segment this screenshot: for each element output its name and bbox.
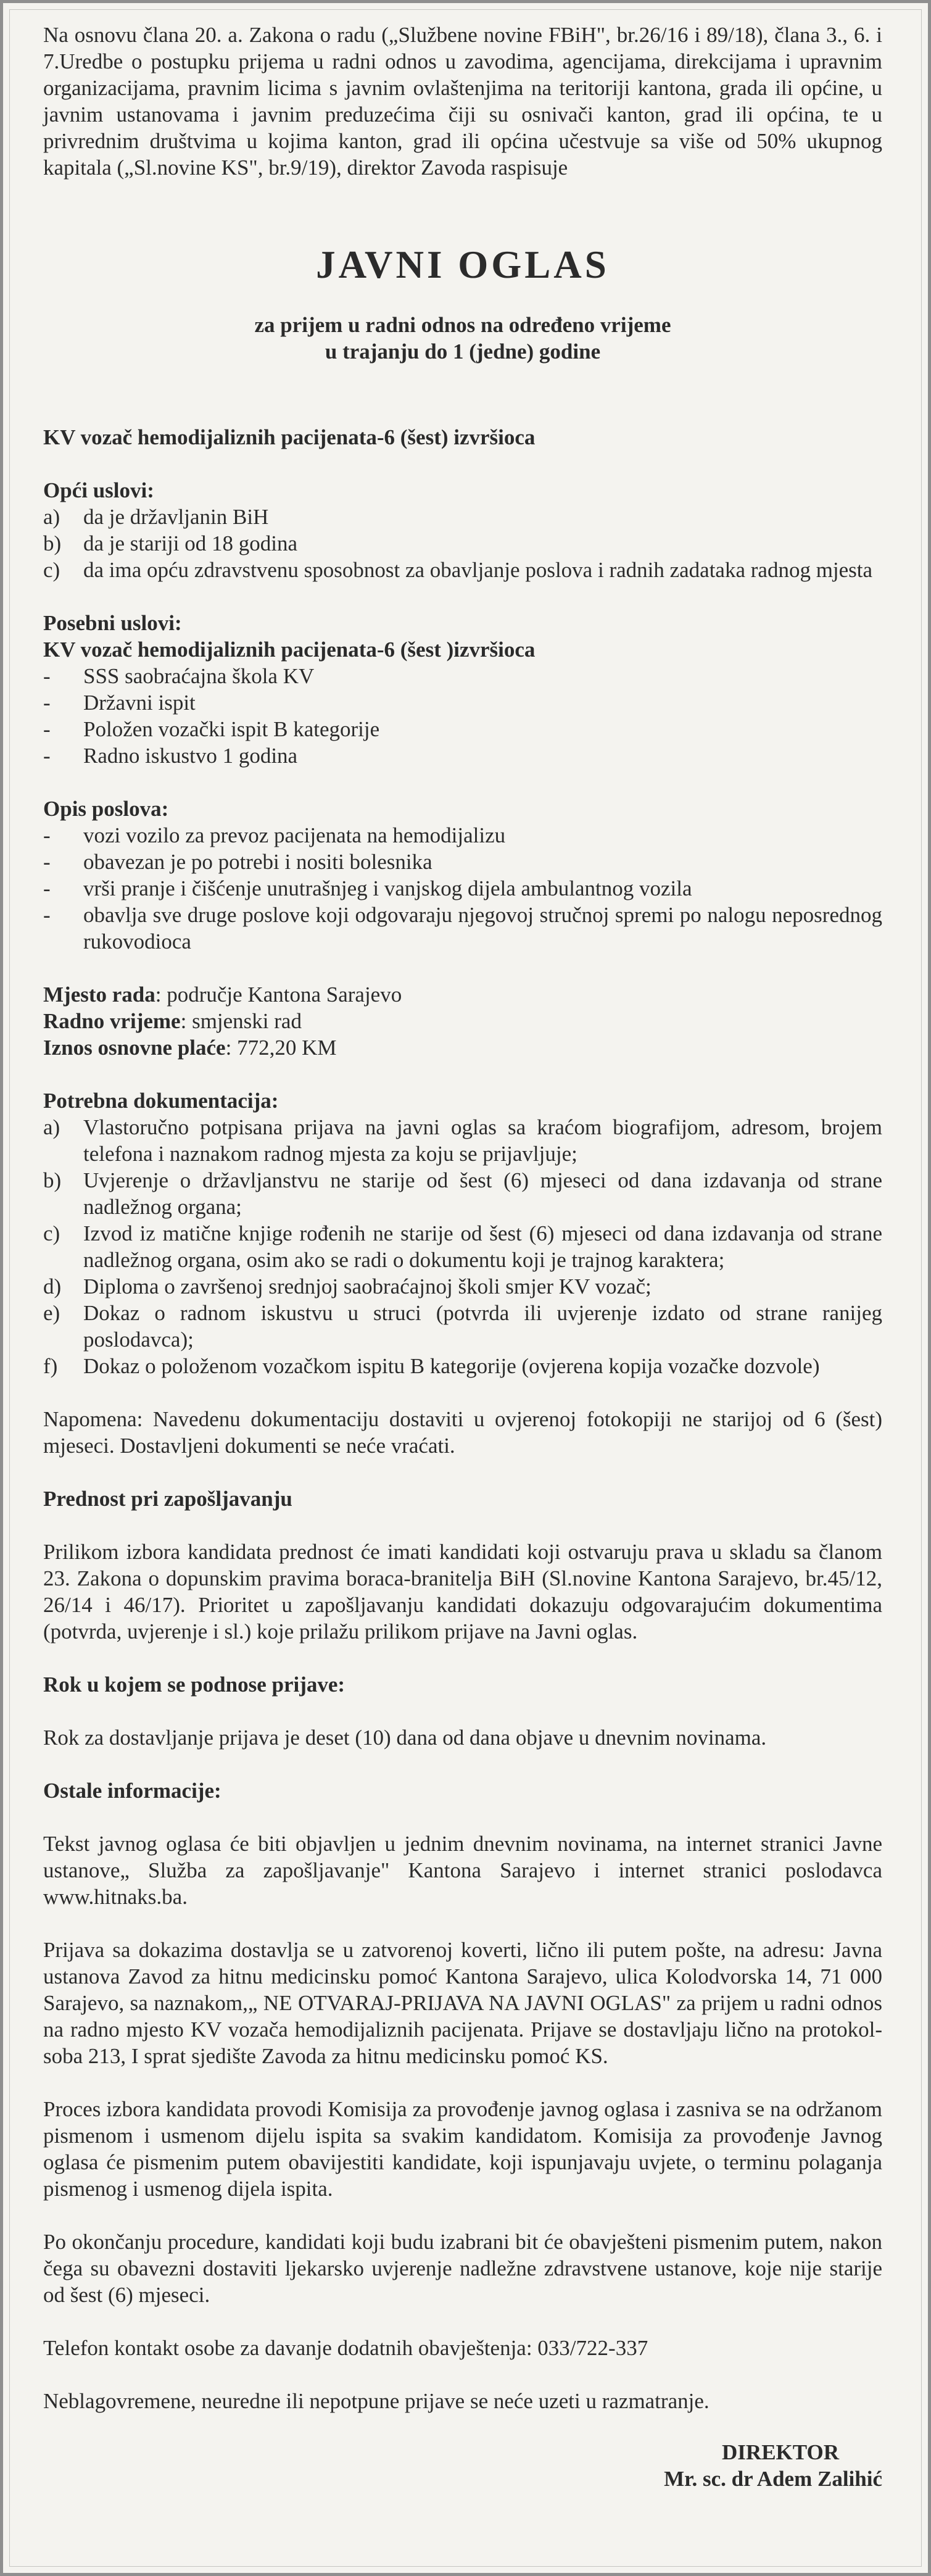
signature-role: DIREKTOR [722,2440,839,2464]
list-item: - SSS saobraćajna škola KV [43,664,315,688]
list-item: a) Vlastoručno potpisana prijava na javni oglas sa kraćom biografijom, adresom, brojem telefona i naznakom radnog mjesta za koju se prijavljuje; [43,1115,882,1166]
procedure-paragraph: Po okončanju procedure, kandidati koji budu izabrani bit će obavješteni pismenim putem, nakon čega su obavezni dostaviti ljekarsko uvjerenje nadležne zdravstvene ustanove, koje nije starije od šest (6) mjeseci. [43,2230,882,2307]
list-item: f) Dokaz o položenom vozačkom ispitu B kategorije (ovjerena kopija vozačke dozvole) [43,1354,820,1378]
list-item: c) Izvod iz matične knjige rođenih ne starije od šest (6) mjeseci od dana izdavanja od strane nadležnog organa, osim ako se radi o dokumentu koji je trajnog karaktera; [43,1221,882,1272]
submission-paragraph: Prijava sa dokazima dostavlja se u zatvorenoj koverti, lično ili putem pošte, na adresu: Javna ustanova Zavod za hitnu medicinsku pomoć Kantona Sarajevo, ulica Kolodvorska 14, 71 000 Sarajevo, sa naznakom,„ NE OTVARAJ-PRIJAVA NA JAVNI OGLAS" za prijem u radni odnos na radno mjesto KV vozača hemodijaliznih pacijenata. Prijave se dostavljaju lično na protokol-soba 213, I sprat sjedište Zavoda za hitnu medicinsku pomoć KS. [43,1938,882,2068]
subtitle-line-1: za prijem u radni odnos na određeno vrijeme [254,313,671,337]
subtitle-line-2: u trajanju do 1 (jedne) godine [325,339,601,364]
priority-heading: Prednost pri zapošljavanju [43,1487,292,1511]
signature-name: Mr. sc. dr Adem Zalihić [664,2467,882,2491]
general-conditions-list [43,504,882,583]
note-paragraph: Napomena: Navedenu dokumentaciju dostaviti u ovjerenoj fotokopiji ne starijoj od 6 (šest) mjeseci. Dostavljeni dokumenti se neće vraćati. [43,1407,882,1458]
priority-paragraph: Prilikom izbora kandidata prednost će imati kandidati koji ostvaruju prava u skladu sa članom 23. Zakona o dopunskim pravima boraca-branitelja BiH (Sl.novine Kantona Sarajevo, br.45/12, 26/14 i 46/17). Prioritet u zapošljavanju kandidati dokazuju odgovarajućim dokumentima (potvrda, uvjerenje i sl.) koje prilažu prilikom prijave na Javni oglas. [43,1540,882,1643]
announcement-subtitle [43,312,882,365]
workplace-line: Mjesto rada: područje Kantona Sarajevo [43,983,402,1007]
special-conditions-list [43,663,882,769]
special-conditions-subheading: KV vozač hemodijaliznih pacijenata-6 (šest )izvršioca [43,638,536,662]
list-item: - vrši pranje i čišćenje unutrašnjeg i vanjskog dijela ambulantnog vozila [43,876,692,900]
intro-paragraph: Na osnovu člana 20. a. Zakona o radu („Službene novine FBiH", br.26/16 i 89/18), člana 3., 6. i 7.Uredbe o postupku prijema u radni odnos u zavodima, agencijama, direkcijama i upravnim organizacijama, pravnim licima s javnim ovlaštenjima na teritoriji kantona, grada ili općine, u javnim ustanovama i javnim preduzećima čiji su osnivači kanton, grad ili općina, te u privrednim društvima u kojima kanton, grad ili općina učestvuje sa više od 50% ukupnog kapitala („Sl.novine KS", br.9/19), direktor Zavoda raspisuje [43,23,882,180]
duties-heading: Opis poslova: [43,797,169,821]
publication-paragraph: Tekst javnog oglasa će biti objavljen u jednim dnevnim novinama, na internet stranici Javne ustanove„ Služba za zapošljavanje" Kantona Sarajevo i internet stranici poslodavca www.hitnaks.ba. [43,1832,882,1909]
list-item: c) da ima opću zdravstvenu sposobnost za obavljanje poslova i radnih zadataka radnog mjesta [43,558,873,582]
salary-line: Iznos osnovne plaće: 772,20 KM [43,1036,337,1060]
list-item: e) Dokaz o radnom iskustvu u struci (potvrda ili uvjerenje izdato od strane ranijeg poslodavca); [43,1301,882,1352]
signature-block [43,2439,882,2492]
other-info-heading: Ostale informacije: [43,1779,221,1803]
worktime-line: Radno vrijeme: smjenski rad [43,1009,302,1033]
documents-heading: Potrebna dokumentacija: [43,1089,279,1113]
documents-list [43,1114,882,1379]
list-item: - Državni ispit [43,691,196,715]
deadline-paragraph: Rok za dostavljanje prijava je deset (10) dana od dana objave u dnevnim novinama. [43,1726,767,1750]
duties-list [43,822,882,955]
deadline-heading: Rok u kojem se podnose prijave: [43,1672,346,1697]
list-item: - Radno iskustvo 1 godina [43,744,298,768]
announcement-title: JAVNI OGLAS [316,243,610,286]
special-conditions-heading: Posebni uslovi: [43,611,182,635]
list-item: a) da je državljanin BiH [43,505,269,529]
announcement-body [43,22,882,2492]
list-item: - Položen vozački ispit B kategorije [43,717,380,741]
position-title: KV vozač hemodijaliznih pacijenata-6 (šest) izvršioca [43,425,536,449]
list-item: - obavezan je po potrebi i nositi bolesnika [43,850,432,874]
list-item: d) Diploma o završenoj srednjoj saobraćajnoj školi smjer KV vozač; [43,1274,652,1298]
list-item: b) Uvjerenje o državljanstvu ne starije od šest (6) mjeseci od dana izdavanja od strane nadležnog organa; [43,1168,882,1219]
list-item: - obavlja sve druge poslove koji odgovaraju njegovoj stručnoj spremi po nalogu neposrednog rukovodioca [43,903,882,954]
general-conditions-heading: Opći uslovi: [43,478,154,502]
contact-phone-paragraph: Telefon kontakt osobe za davanje dodatnih obavještenja: 033/722-337 [43,2336,648,2360]
list-item: - vozi vozilo za prevoz pacijenata na hemodijalizu [43,823,506,847]
selection-paragraph: Proces izbora kandidata provodi Komisija za provođenje javnog oglasa i zasniva se na održanom pismenom i usmenom dijelu ispita sa svakim kandidatom. Komisija za provođenje Javnog oglasa će pismenim putem obavijestiti kandidate, koji ispunjavaju uvjete, o terminu polaganja pismenog i usmenog dijela ispita. [43,2097,882,2201]
job-details [43,981,882,1061]
list-item: b) da je stariji od 18 godina [43,531,298,555]
incomplete-applications-paragraph: Neblagovremene, neuredne ili nepotpune prijave se neće uzeti u razmatranje. [43,2389,710,2413]
